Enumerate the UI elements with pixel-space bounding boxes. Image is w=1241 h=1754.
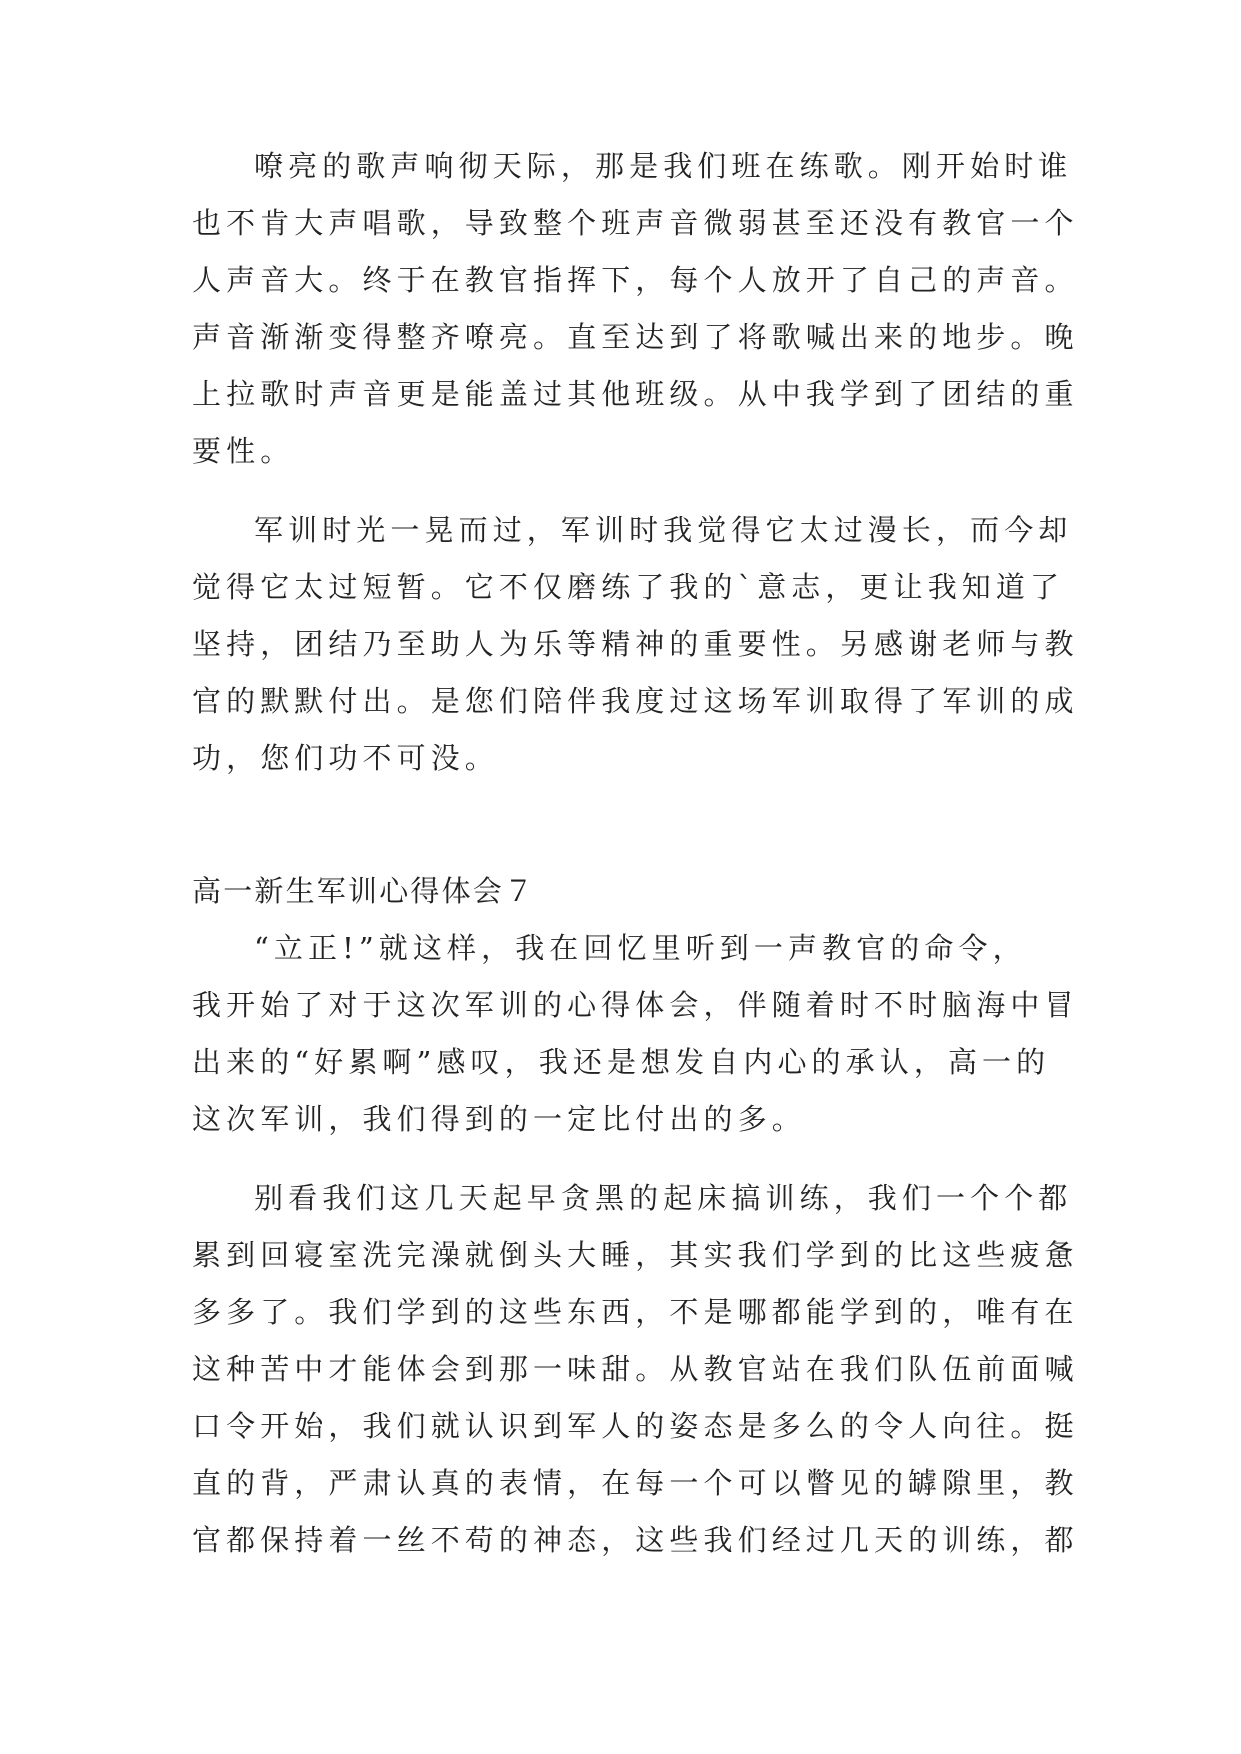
paragraph-line: 这种苦中才能体会到那一味甜。从教官站在我们队伍前面喊 [192,1352,1079,1386]
paragraph-line: 别看我们这几天起早贪黑的起床搞训练，我们一个个都 [254,1181,1073,1215]
paragraph-line: 觉得它太过短暂。它不仅磨练了我的`意志，更让我知道了 [192,570,1065,604]
paragraph-line: 累到回寝室洗完澡就倒头大睡，其实我们学到的比这些疲惫 [192,1238,1079,1272]
paragraph-line: 要性。 [192,434,295,468]
paragraph-line: 上拉歌时声音更是能盖过其他班级。从中我学到了团结的重 [192,377,1079,411]
paragraph-line: 军训时光一晃而过，军训时我觉得它太过漫长，而今却 [254,513,1073,547]
paragraph-line: 这次军训，我们得到的一定比付出的多。 [192,1102,806,1136]
paragraph-line: 直的背，严肃认真的表情，在每一个可以瞥见的罅隙里，教 [192,1466,1079,1500]
paragraph-line: 口令开始，我们就认识到军人的姿态是多么的令人向往。挺 [192,1409,1079,1443]
paragraph-line: 我开始了对于这次军训的心得体会，伴随着时不时脑海中冒 [192,988,1079,1022]
paragraph-line: 功，您们功不可没。 [192,741,499,775]
paragraph-line: 出来的“好累啊”感叹，我还是想发自内心的承认，高一的 [192,1045,1051,1079]
paragraph-line: 官都保持着一丝不苟的神态，这些我们经过几天的训练，都 [192,1523,1079,1557]
paragraph-line: 多多了。我们学到的这些东西，不是哪都能学到的，唯有在 [192,1295,1079,1329]
paragraph-line: 嘹亮的歌声响彻天际，那是我们班在练歌。刚开始时谁 [254,149,1073,183]
paragraph-line: 人声音大。终于在教官指挥下，每个人放开了自己的声音。 [192,263,1079,297]
paragraph-line: “立正!”就这样，我在回忆里听到一声教官的命令， [254,931,1027,965]
section-heading: 高一新生军训心得体会７ [192,874,536,908]
paragraph-line: 坚持，团结乃至助人为乐等精神的重要性。另感谢老师与教 [192,627,1079,661]
paragraph-line: 官的默默付出。是您们陪伴我度过这场军训取得了军训的成 [192,684,1079,718]
paragraph-line: 也不肯大声唱歌，导致整个班声音微弱甚至还没有教官一个 [192,206,1079,240]
paragraph-line: 声音渐渐变得整齐嘹亮。直至达到了将歌喊出来的地步。晚 [192,320,1079,354]
